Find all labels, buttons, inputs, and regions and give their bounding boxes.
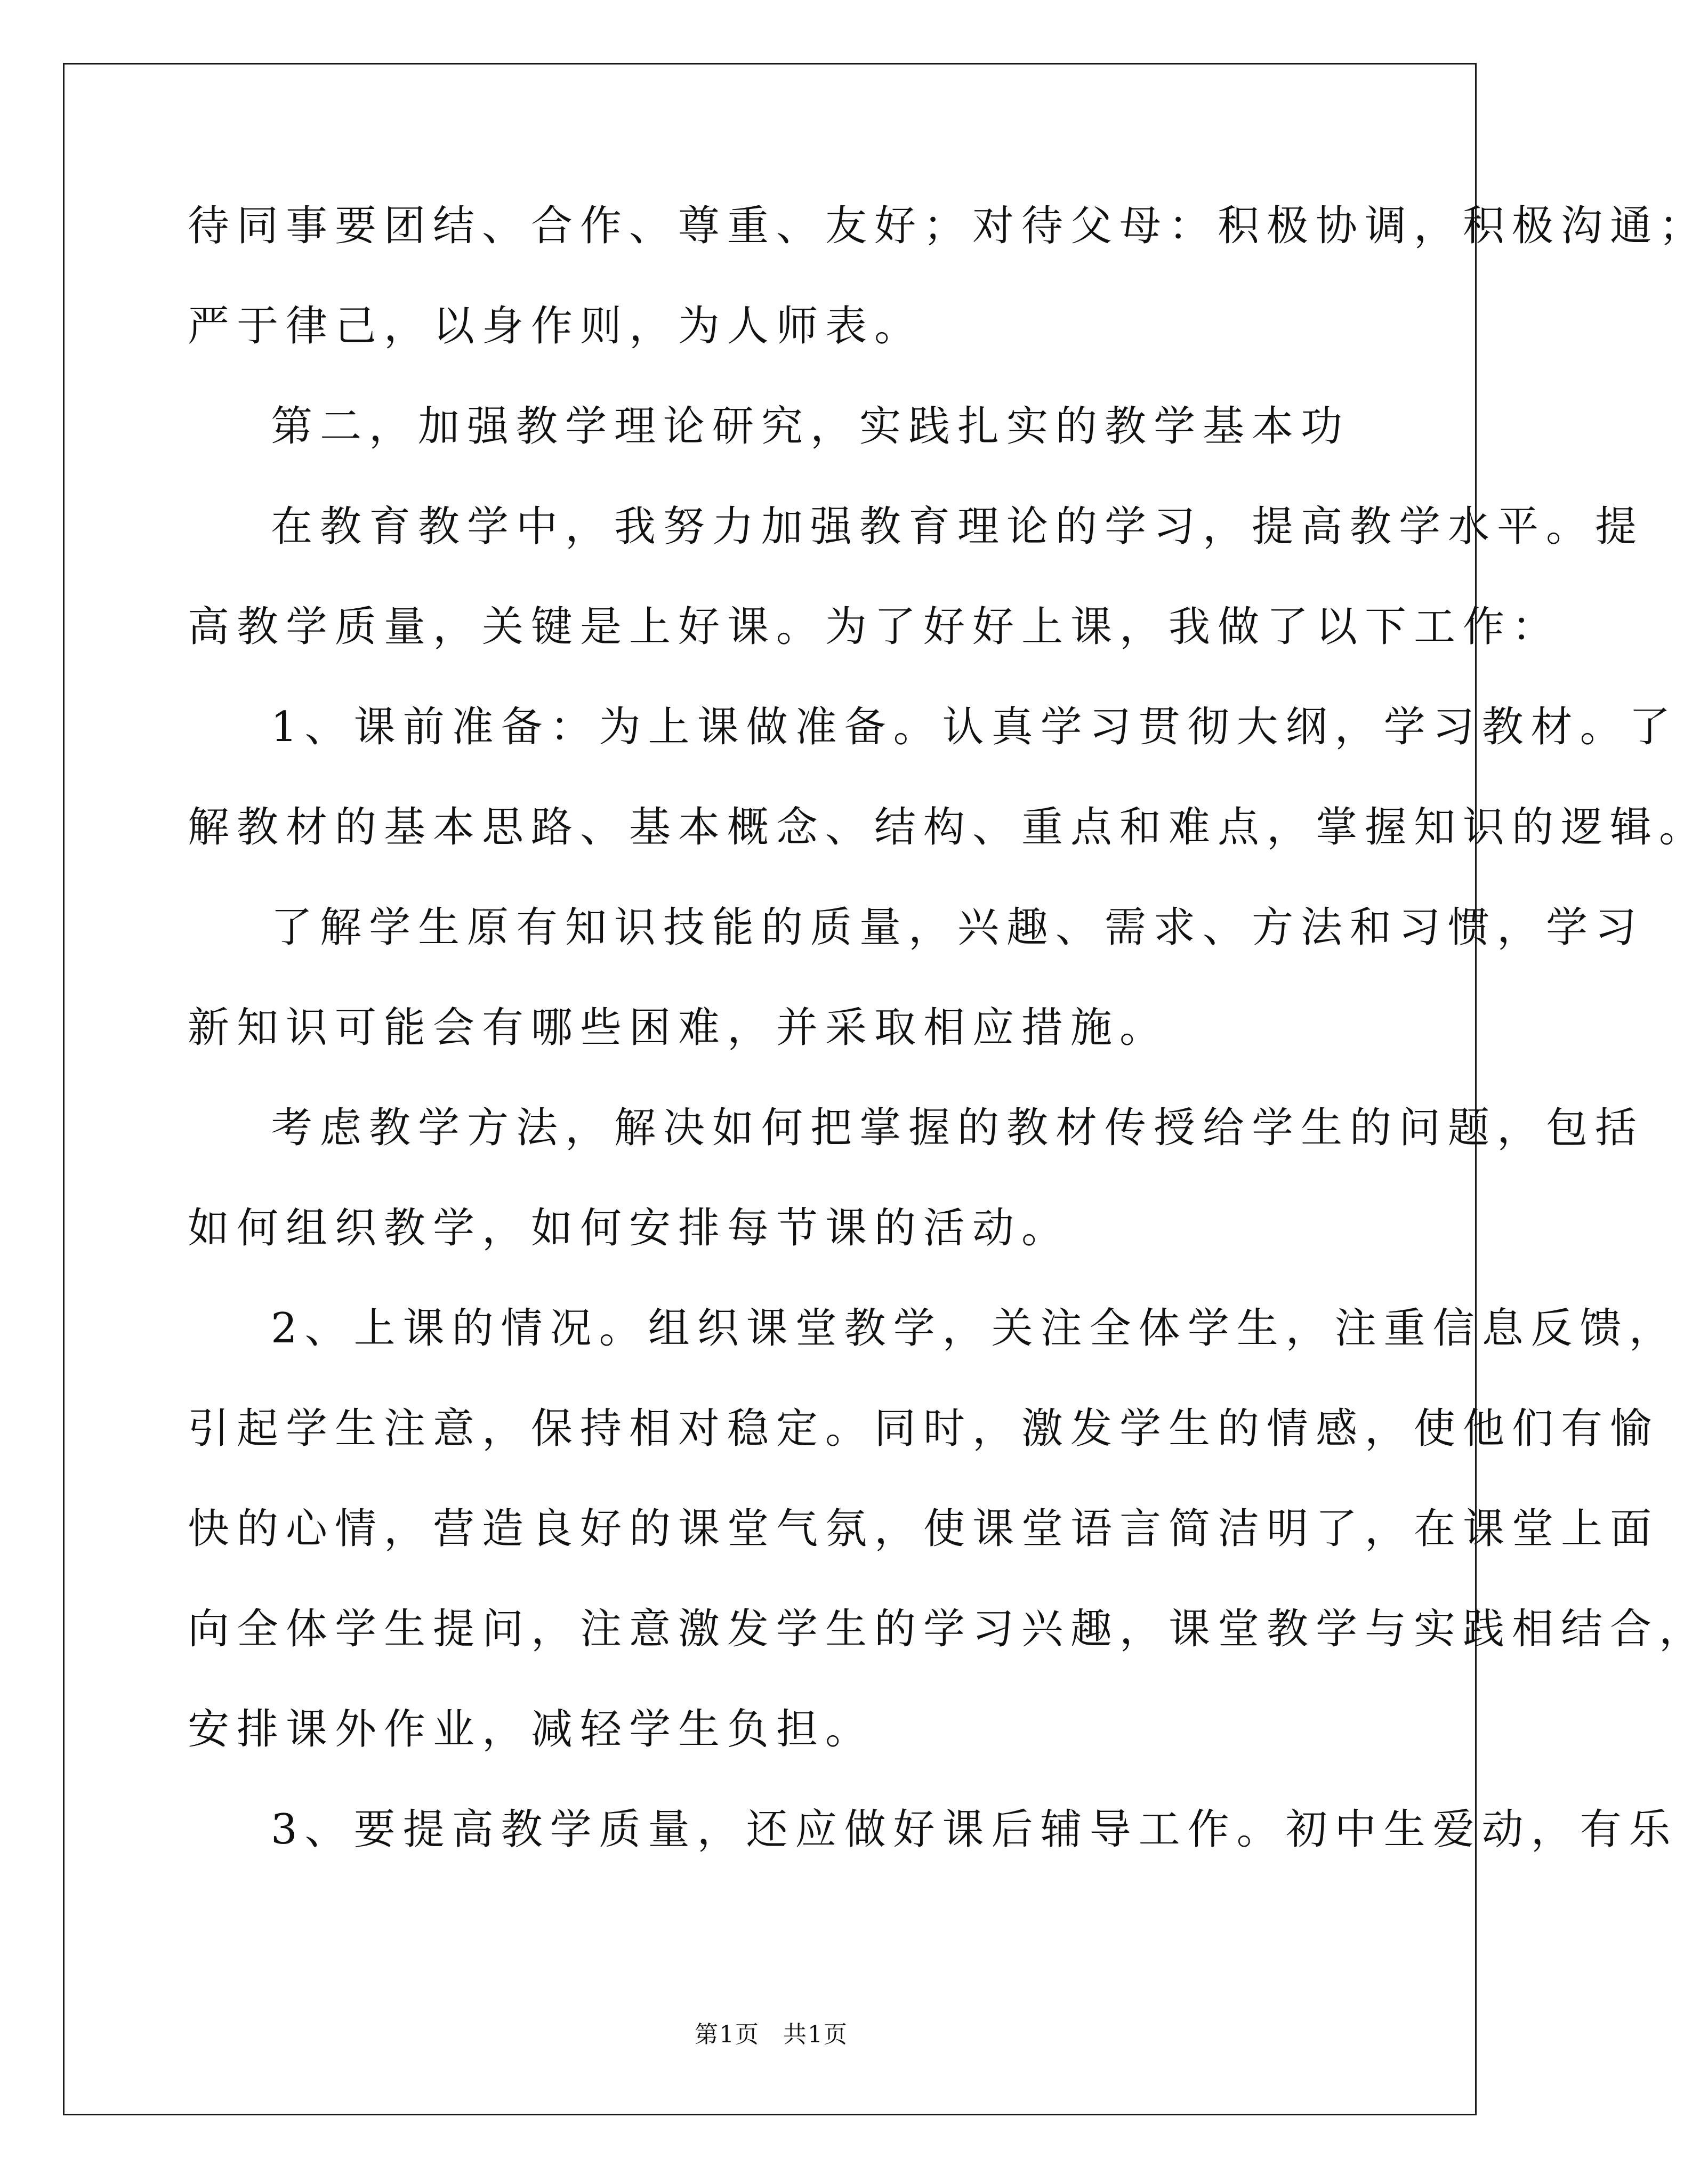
text-line-13: 引起学生注意，保持相对稳定。同时，激发学生的情感，使他们有愉 (188, 1405, 1659, 1453)
page-number: 第1页 (695, 2021, 760, 2048)
text-line-7: 解教材的基本思路、基本概念、结构、重点和难点，掌握知识的逻辑。 (188, 803, 1708, 851)
text-line-2: 严于律己，以身作则，为人师表。 (188, 302, 924, 350)
text-line-1: 待同事要团结、合作、尊重、友好；对待父母：积极协调，积极沟通； (188, 202, 1708, 250)
text-line-8: 了解学生原有知识技能的质量，兴趣、需求、方法和习惯，学习 (271, 904, 1645, 952)
page-footer (0, 2015, 1543, 2049)
document-body (188, 176, 1708, 1880)
text-line-6: 1、课前准备：为上课做准备。认真学习贯彻大纲，学习教材。了 (271, 703, 1678, 751)
text-line-9: 新知识可能会有哪些困难，并采取相应措施。 (188, 1004, 1169, 1052)
text-line-12: 2、上课的情况。组织课堂教学，关注全体学生，注重信息反馈， (271, 1305, 1678, 1352)
text-line-5: 高教学质量，关键是上好课。为了好好上课，我做了以下工作： (188, 603, 1561, 651)
text-line-10: 考虑教学方法，解决如何把掌握的教材传授给学生的问题，包括 (271, 1104, 1645, 1152)
section-heading: 第二，加强教学理论研究，实践扎实的教学基本功 (271, 402, 1350, 450)
text-line-16: 安排课外作业，减轻学生负担。 (188, 1705, 875, 1753)
text-line-4: 在教育教学中，我努力加强教育理论的学习，提高教学水平。提 (271, 503, 1645, 551)
text-line-14: 快的心情，营造良好的课堂气氛，使课堂语言简洁明了，在课堂上面 (188, 1505, 1659, 1553)
text-line-15: 向全体学生提问，注意激发学生的学习兴趣，课堂教学与实践相结合， (188, 1605, 1708, 1653)
text-line-11: 如何组织教学，如何安排每节课的活动。 (188, 1204, 1071, 1252)
text-line-17: 3、要提高教学质量，还应做好课后辅导工作。初中生爱动，有乐 (271, 1806, 1678, 1854)
page-total: 共1页 (783, 2021, 848, 2048)
